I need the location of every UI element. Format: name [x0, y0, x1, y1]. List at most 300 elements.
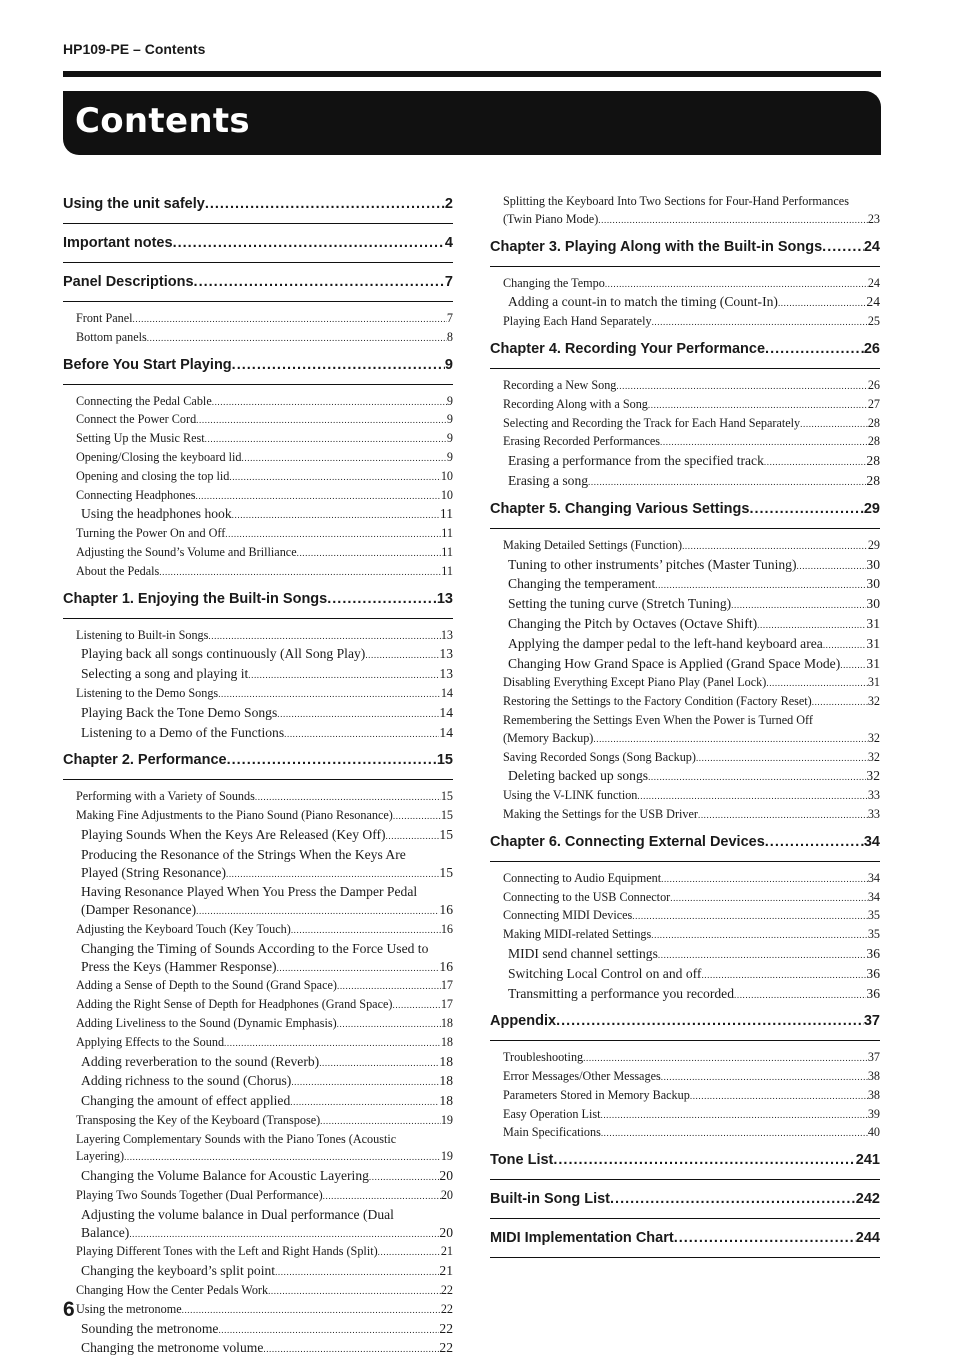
toc-page-number: 32 — [867, 730, 880, 745]
toc-title: Main Specifications — [503, 1125, 601, 1140]
toc-title: Changing the Volume Balance for Acoustic Layering — [81, 1168, 369, 1184]
toc-subentry[interactable] — [63, 724, 453, 744]
toc-title: Panel Descriptions — [63, 274, 194, 290]
toc-entry[interactable] — [490, 193, 880, 230]
toc-chapter[interactable] — [490, 498, 880, 529]
leader-dots — [225, 526, 441, 544]
toc-title: Played (String Resonance) — [81, 864, 226, 880]
leader-dots — [194, 271, 445, 293]
toc-title: About the Pedals — [76, 563, 160, 578]
toc-title-line: Splitting the Keyboard Into Two Sections for Four-Hand Performances — [503, 194, 849, 208]
toc-entry[interactable] — [63, 525, 453, 544]
leader-dots — [392, 997, 440, 1015]
toc-title: Connecting the Pedal Cable — [76, 393, 212, 408]
toc-title: Changing the metronome volume — [81, 1340, 264, 1356]
toc-subentry[interactable] — [63, 665, 453, 685]
toc-title: Making the Settings for the USB Driver — [503, 806, 698, 821]
toc-page-number: 24 — [866, 294, 880, 310]
toc-page-number: 38 — [867, 1069, 880, 1084]
toc-entry[interactable] — [63, 310, 453, 329]
leader-dots — [224, 1035, 441, 1053]
leader-dots — [319, 1055, 439, 1073]
toc-page-number: 21 — [439, 1263, 453, 1279]
toc-chapter[interactable] — [490, 1227, 880, 1258]
toc-title-line: Remembering the Settings Even When the Power is Turned Off — [503, 712, 813, 727]
toc-title: Built-in Song List — [490, 1191, 611, 1208]
toc-entry[interactable] — [490, 377, 880, 396]
leader-dots — [337, 978, 441, 996]
leader-dots — [823, 637, 867, 655]
leader-dots — [147, 330, 447, 348]
toc-entry[interactable] — [490, 674, 880, 693]
toc-title: Adding the Right Sense of Depth for Headphones (Grand Space) — [76, 997, 393, 1012]
toc-title: Making Detailed Settings (Function) — [503, 537, 683, 552]
toc-subentry[interactable] — [63, 1092, 453, 1112]
toc-title: Making Fine Adjustments to the Piano Sound (Piano Resonance) — [76, 808, 393, 823]
toc-title: Selecting a song and playing it — [81, 666, 249, 682]
toc-chapter[interactable] — [490, 1188, 880, 1219]
toc-entry[interactable] — [63, 1243, 453, 1262]
toc-title: Changing the Pitch by Octaves (Octave Shift) — [508, 615, 758, 631]
leader-dots — [616, 378, 867, 396]
toc-title: Recording a New Song — [503, 377, 617, 392]
toc-title: Changing the keyboard’s split point — [81, 1263, 276, 1279]
toc-page-number: 30 — [866, 596, 880, 612]
toc-page-number: 35 — [867, 908, 880, 923]
toc-page-number: 20 — [439, 1224, 453, 1240]
toc-title: Connecting to Audio Equipment — [503, 870, 662, 885]
toc-subentry[interactable] — [490, 767, 880, 787]
toc-title: Listening to the Demo Songs — [76, 685, 219, 700]
toc-entry[interactable] — [490, 806, 880, 825]
toc-title: Deleting backed up songs — [508, 768, 649, 784]
toc-subentry[interactable] — [490, 293, 880, 313]
toc-entry[interactable] — [63, 544, 453, 563]
leader-dots — [598, 212, 868, 230]
leader-dots — [764, 454, 867, 472]
toc-subentry[interactable] — [490, 556, 880, 576]
leader-dots — [365, 647, 439, 665]
leader-dots — [749, 498, 863, 520]
toc-subentry[interactable] — [63, 1053, 453, 1073]
toc-entry[interactable] — [490, 396, 880, 415]
toc-title: Erasing Recorded Performances — [503, 434, 661, 449]
leader-dots — [291, 1074, 439, 1092]
toc-page-number: 23 — [867, 211, 880, 226]
toc-title: Opening/Closing the keyboard lid — [76, 449, 242, 464]
toc-page-number: 9 — [446, 449, 453, 464]
toc-title: Making MIDI-related Settings — [503, 927, 652, 942]
toc-subentry[interactable] — [490, 945, 880, 965]
toc-page-number: 241 — [855, 1152, 880, 1169]
toc-title: Recording Along with a Song — [503, 396, 648, 411]
toc-entry[interactable] — [63, 807, 453, 826]
toc-entry[interactable] — [490, 870, 880, 889]
toc-page-number: 34 — [863, 833, 880, 850]
toc-page-number: 9 — [444, 356, 453, 373]
leader-dots — [195, 488, 440, 506]
toc-subentry[interactable] — [63, 1206, 453, 1244]
toc-page-number: 15 — [436, 752, 453, 769]
leader-dots — [765, 338, 864, 360]
toc-title-line: Changing the Timing of Sounds According to the Force Used to — [81, 940, 429, 956]
toc-title: Connect the Power Cord — [76, 412, 197, 427]
toc-entry[interactable] — [490, 787, 880, 806]
leader-dots — [648, 397, 868, 415]
toc-subentry[interactable] — [490, 595, 880, 615]
toc-page-number: 17 — [440, 978, 453, 993]
toc-title: Setting the tuning curve (Stretch Tuning) — [508, 596, 732, 612]
toc-page-number: 26 — [863, 340, 880, 357]
toc-chapter[interactable] — [490, 338, 880, 369]
leader-dots — [800, 416, 868, 434]
toc-page-number: 36 — [866, 965, 880, 981]
toc-subentry[interactable] — [490, 472, 880, 492]
toc-entry[interactable] — [490, 313, 880, 332]
toc-title: (Twin Piano Mode) — [503, 211, 599, 226]
toc-subentry[interactable] — [63, 704, 453, 724]
contents-banner — [63, 91, 881, 155]
toc-entry[interactable] — [490, 693, 880, 712]
toc-title: Adding a count-in to match the timing (Count-In) — [508, 294, 778, 310]
toc-title: Opening and closing the top lid — [76, 468, 230, 483]
toc-title: Using the unit safely — [63, 196, 205, 212]
leader-dots — [600, 1107, 867, 1125]
toc-entry[interactable] — [490, 1068, 880, 1087]
toc-page-number: 25 — [867, 314, 880, 329]
leader-dots — [661, 1069, 868, 1087]
toc-title: (Memory Backup) — [503, 730, 594, 745]
leader-dots — [696, 750, 868, 768]
toc-title: Playing Each Hand Separately — [503, 314, 652, 329]
toc-entry[interactable] — [63, 1034, 453, 1053]
toc-page-number: 19 — [440, 1149, 453, 1164]
toc-subentry[interactable] — [490, 985, 880, 1005]
toc-page-number: 4 — [444, 235, 453, 251]
toc-page-number: 36 — [866, 985, 880, 1001]
toc-entry[interactable] — [63, 393, 453, 412]
running-header: HP109-PE – Contents — [63, 41, 206, 57]
toc-title: Important notes — [63, 235, 173, 251]
toc-entry[interactable] — [63, 1187, 453, 1206]
toc-page-number: 244 — [855, 1230, 880, 1247]
leader-dots — [208, 628, 440, 646]
toc-title-line: Adjusting the volume balance in Dual performance (Dual — [81, 1206, 394, 1222]
toc-subentry[interactable] — [490, 965, 880, 985]
toc-page-number: 13 — [439, 666, 453, 682]
toc-title: Applying the damper pedal to the left-hand keyboard area — [508, 635, 823, 651]
leader-dots — [327, 588, 437, 610]
toc-chapter[interactable] — [63, 588, 453, 619]
toc-entry[interactable] — [490, 889, 880, 908]
toc-title: Chapter 1. Enjoying the Built-in Songs — [63, 590, 328, 607]
leader-dots — [290, 1094, 439, 1112]
toc-title: Saving Recorded Songs (Song Backup) — [503, 749, 696, 764]
toc-page-number: 18 — [439, 1053, 453, 1069]
toc-subentry[interactable] — [63, 1167, 453, 1187]
leader-dots — [277, 960, 440, 978]
toc-title: Chapter 5. Changing Various Settings — [490, 500, 750, 517]
leader-dots — [242, 450, 447, 468]
toc-title: Bottom panels — [76, 329, 147, 344]
toc-chapter[interactable] — [490, 831, 880, 862]
toc-page-number: 26 — [867, 377, 880, 392]
toc-entry[interactable] — [63, 685, 453, 704]
toc-entry[interactable] — [490, 1106, 880, 1125]
toc-entry[interactable] — [63, 788, 453, 807]
leader-dots — [632, 908, 868, 926]
toc-subentry[interactable] — [490, 575, 880, 595]
toc-page-number: 14 — [439, 724, 453, 740]
toc-title: Parameters Stored in Memory Backup — [503, 1087, 690, 1102]
toc-entry[interactable] — [490, 1124, 880, 1143]
toc-title: Chapter 6. Connecting External Devices — [490, 833, 765, 850]
toc-title: Playing Sounds When the Keys Are Released (Key Off) — [81, 826, 386, 842]
leader-dots — [553, 1149, 855, 1171]
toc-page-number: 18 — [440, 1034, 453, 1049]
toc-title: Layering) — [76, 1149, 125, 1164]
toc-title: Connecting Headphones — [76, 487, 196, 502]
toc-page-number: 38 — [867, 1087, 880, 1102]
toc-entry[interactable] — [63, 977, 453, 996]
toc-page-number: 11 — [439, 506, 453, 522]
toc-entry[interactable] — [490, 415, 880, 434]
leader-dots — [232, 507, 440, 525]
toc-subentry[interactable] — [63, 826, 453, 846]
toc-page-number: 18 — [439, 1093, 453, 1109]
leader-dots — [275, 1264, 439, 1282]
toc-title: Performing with a Variety of Sounds — [76, 789, 255, 804]
leader-dots — [182, 1302, 441, 1320]
toc-page-number: 14 — [440, 685, 453, 700]
toc-page-number: 8 — [446, 329, 453, 344]
toc-title: Selecting and Recording the Track for Each Hand Separately — [503, 415, 801, 430]
toc-page-number: 36 — [866, 945, 880, 961]
toc-page-number: 242 — [855, 1191, 880, 1208]
toc-title: Using the V-LINK function — [503, 788, 638, 803]
leader-dots — [129, 1226, 439, 1244]
leader-dots — [277, 706, 439, 724]
toc-entry[interactable] — [63, 996, 453, 1015]
toc-page-number: 9 — [446, 393, 453, 408]
toc-page-number: 20 — [439, 1168, 453, 1184]
leader-dots — [284, 726, 439, 744]
toc-title: Press the Keys (Hammer Response) — [81, 958, 277, 974]
toc-page-number: 15 — [439, 826, 453, 842]
leader-dots — [369, 1169, 439, 1187]
leader-dots — [205, 193, 445, 215]
toc-title: Transposing the Key of the Keyboard (Transpose) — [76, 1112, 321, 1127]
toc-subentry[interactable] — [63, 505, 453, 525]
toc-title: Applying Effects to the Sound — [76, 1034, 225, 1049]
toc-entry[interactable] — [63, 627, 453, 646]
toc-title: Erasing a song — [508, 472, 589, 488]
toc-entry[interactable] — [490, 749, 880, 768]
toc-subentry[interactable] — [63, 883, 453, 921]
toc-page-number: 27 — [867, 396, 880, 411]
toc-title: Adding richness to the sound (Chorus) — [81, 1073, 292, 1089]
toc-chapter[interactable] — [490, 236, 880, 267]
toc-page-number: 35 — [867, 927, 880, 942]
toc-page-number: 31 — [866, 635, 880, 651]
toc-title: Adding reverberation to the sound (Reverb) — [81, 1053, 320, 1069]
toc-entry[interactable] — [490, 712, 880, 749]
leader-dots — [291, 922, 441, 940]
toc-page-number: 29 — [863, 500, 880, 517]
toc-page-number: 20 — [440, 1188, 453, 1203]
toc-title: Playing Two Sounds Together (Dual Performance) — [76, 1188, 323, 1203]
toc-entry[interactable] — [490, 433, 880, 452]
leader-dots — [682, 538, 868, 556]
toc-title: Switching Local Control on and off — [508, 965, 702, 981]
toc-entry[interactable] — [63, 449, 453, 468]
toc-subentry[interactable] — [63, 1072, 453, 1092]
leader-dots — [822, 236, 864, 258]
toc-entry[interactable] — [63, 1015, 453, 1034]
toc-subentry[interactable] — [490, 655, 880, 675]
toc-entry[interactable] — [63, 1131, 453, 1168]
leader-dots — [601, 1125, 868, 1143]
toc-title: Troubleshooting — [503, 1050, 584, 1065]
toc-title: Front Panel — [76, 311, 133, 325]
toc-page-number: 2 — [444, 196, 453, 212]
toc-entry[interactable] — [63, 487, 453, 506]
toc-page-number: 28 — [867, 434, 880, 449]
toc-page-number: 15 — [439, 864, 453, 880]
toc-page-number: 18 — [439, 1073, 453, 1089]
leader-dots — [812, 694, 868, 712]
toc-page-number: 30 — [866, 556, 880, 572]
leader-dots — [698, 807, 868, 825]
toc-title: MIDI Implementation Chart — [490, 1230, 674, 1247]
leader-dots — [655, 577, 866, 595]
toc-title: Changing the Tempo — [503, 275, 605, 290]
toc-page-number: 21 — [440, 1244, 453, 1259]
toc-title: Before You Start Playing — [63, 356, 232, 373]
toc-title: Changing the temperament — [508, 576, 656, 592]
toc-page-number: 15 — [440, 808, 453, 823]
toc-page-number: 30 — [866, 576, 880, 592]
toc-title: Adjusting the Keyboard Touch (Key Touch) — [76, 921, 291, 936]
toc-title: Changing How Grand Space is Applied (Grand Space Mode) — [508, 655, 841, 671]
toc-chapter[interactable] — [63, 193, 453, 224]
toc-left-column — [63, 193, 453, 1359]
toc-page-number: 24 — [867, 275, 880, 290]
leader-dots — [757, 617, 866, 635]
toc-entry[interactable] — [490, 537, 880, 556]
toc-entry[interactable] — [490, 1049, 880, 1068]
toc-entry[interactable] — [63, 430, 453, 449]
toc-chapter[interactable] — [63, 354, 453, 385]
toc-subentry[interactable] — [63, 1262, 453, 1282]
leader-dots — [588, 474, 866, 492]
toc-title: Erasing a performance from the specified track — [508, 453, 764, 469]
leader-dots — [218, 1322, 439, 1340]
leader-dots — [797, 558, 867, 576]
toc-page-number: 31 — [866, 615, 880, 631]
leader-dots — [337, 1016, 441, 1034]
toc-page-number: 37 — [863, 1013, 880, 1030]
toc-page-number: 17 — [440, 997, 453, 1012]
toc-title: Disabling Everything Except Piano Play (Panel Lock) — [503, 675, 767, 690]
leader-dots — [670, 890, 868, 908]
toc-entry[interactable] — [63, 1301, 453, 1320]
toc-title: Chapter 3. Playing Along with the Built-in Songs — [490, 238, 823, 255]
toc-title: Connecting to the USB Connector — [503, 889, 671, 904]
leader-dots — [232, 354, 445, 376]
toc-chapter[interactable] — [490, 1149, 880, 1180]
toc-title: Adding Liveliness to the Sound (Dynamic Emphasis) — [76, 1015, 337, 1030]
toc-title: Using the headphones hook — [81, 506, 232, 522]
toc-entry[interactable] — [63, 921, 453, 940]
leader-dots — [297, 545, 442, 563]
toc-page-number: 22 — [439, 1320, 453, 1336]
leader-dots — [701, 967, 866, 985]
toc-title: Setting Up the Music Rest — [76, 431, 205, 446]
toc-entry[interactable] — [490, 926, 880, 945]
toc-subentry[interactable] — [490, 635, 880, 655]
toc-entry[interactable] — [63, 563, 453, 582]
toc-subentry[interactable] — [63, 846, 453, 884]
toc-page-number: 31 — [866, 655, 880, 671]
toc-page-number: 10 — [440, 487, 453, 502]
toc-title: Appendix — [490, 1013, 557, 1030]
toc-title: Playing back all songs continuously (All Song Play) — [81, 646, 366, 662]
toc-chapter[interactable] — [490, 1010, 880, 1041]
toc-subentry[interactable] — [490, 452, 880, 472]
toc-chapter[interactable] — [63, 232, 453, 263]
leader-dots — [674, 1227, 856, 1249]
toc-title: Listening to Built-in Songs — [76, 627, 209, 642]
leader-dots — [212, 394, 447, 412]
toc-chapter[interactable] — [63, 271, 453, 302]
leader-dots — [226, 866, 439, 884]
toc-subentry[interactable] — [63, 940, 453, 978]
toc-title: (Damper Resonance) — [81, 902, 197, 918]
toc-subentry[interactable] — [63, 1320, 453, 1340]
toc-title-line: Producing the Resonance of the Strings When the Keys Are — [81, 846, 406, 862]
toc-entry[interactable] — [63, 329, 453, 348]
leader-dots — [658, 947, 867, 965]
toc-entry[interactable] — [63, 1112, 453, 1131]
leader-dots — [229, 469, 440, 487]
toc-title: Changing How the Center Pedals Work — [76, 1283, 269, 1298]
toc-subentry[interactable] — [490, 615, 880, 635]
leader-dots — [605, 276, 868, 294]
toc-entry[interactable] — [63, 468, 453, 487]
toc-title: Using the metronome — [76, 1301, 182, 1316]
toc-entry[interactable] — [490, 275, 880, 294]
toc-entry[interactable] — [490, 1087, 880, 1106]
leader-dots — [583, 1050, 868, 1068]
toc-page-number: 11 — [441, 526, 453, 541]
leader-dots — [593, 731, 867, 749]
toc-entry[interactable] — [63, 1282, 453, 1301]
toc-title: Transmitting a performance you recorded — [508, 985, 734, 1001]
toc-entry[interactable] — [63, 411, 453, 430]
leader-dots — [648, 769, 866, 787]
toc-subentry[interactable] — [63, 645, 453, 665]
toc-page-number: 13 — [440, 627, 453, 642]
toc-page-number: 18 — [440, 1015, 453, 1030]
leader-dots — [227, 749, 437, 771]
leader-dots — [393, 808, 441, 826]
toc-chapter[interactable] — [63, 749, 453, 780]
toc-entry[interactable] — [490, 907, 880, 926]
toc-title: Easy Operation List — [503, 1106, 601, 1121]
leader-dots — [765, 831, 864, 853]
toc-subentry[interactable] — [63, 1339, 453, 1359]
